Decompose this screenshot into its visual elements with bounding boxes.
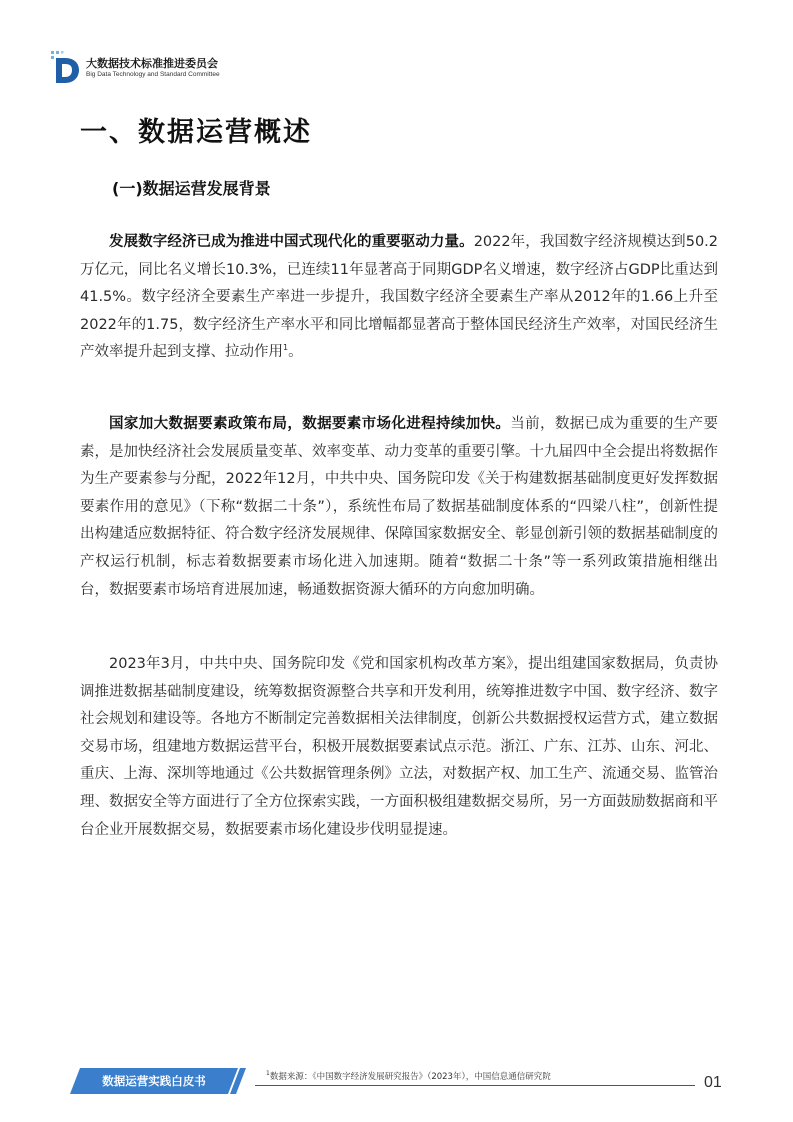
paragraph-body: 2022年，我国数字经济规模达到50.2万亿元，同比名义增长10.3%，已连续11年显著高于同期GDP名义增速，数字经济占GDP比重达到41.5%。数字经济全要素生产率进一步提升，我国数字经济全要素生产率从2012年的1.66上升至2022年的1.75，数字经济生产率水平和同比增幅都显著高于整体国民经济生产效率，对国民经济生产效率提升起到支撑、拉动作用: [80, 234, 719, 361]
footer-section-label: 数据运营实践白皮书: [102, 1074, 206, 1088]
footnote-marker: 1: [283, 343, 289, 353]
subsection-title: (一)数据运营发展背景: [112, 179, 271, 198]
organization-name-english: Big Data Technology and Standard Committee: [86, 71, 220, 78]
paragraph-body: 当前，数据已成为重要的生产要素，是加快经济社会发展质量变革、效率变革、动力变革的重要引擎。十九届四中全会提出将数据作为生产要素参与分配，2022年12月，中共中央、国务院印发《关于构建数据基础制度更好发挥数据要素作用的意见》（下称“数据二十条”），系统性布局了数据基础制度体系的“四梁八柱”，创新性提出构建适应数据特征、符合数字经济发展规律、保障国家数据安全、彰显创新引领的数据基础制度的产权运行机制，标志着数据要素市场化进入加速期。随着“数据二十条”等一系列政策措施相继出台，数据要素市场培育进展加速，畅通数据资源大循环的方向愈加明确。: [80, 416, 719, 598]
section-title: 一、数据运营概述: [80, 117, 312, 148]
paragraph-tail: 。: [288, 344, 303, 361]
footer-divider: [255, 1085, 695, 1086]
footnote-text: 数据来源：《中国数字经济发展研究报告》（2023年），中国信息通信研究院: [269, 1072, 551, 1082]
page-header: [50, 50, 310, 90]
paragraph: [80, 411, 718, 604]
paragraph-lead: 国家加大数据要素政策布局，数据要素市场化进程持续加快。: [109, 416, 511, 432]
data-d-logo-icon: [50, 50, 80, 84]
paragraph: [80, 229, 718, 367]
footer-section-tab: [70, 1068, 250, 1094]
footnote: [266, 1070, 551, 1082]
paragraph: [80, 651, 718, 844]
footnote-number: 1: [266, 1070, 270, 1078]
organization-name: 大数据技术标准推进委员会: [86, 57, 218, 70]
page-number: 01: [704, 1074, 722, 1091]
paragraph-lead: 发展数字经济已成为推进中国式现代化的重要驱动力量。: [109, 234, 474, 250]
paragraph-body: 2023年3月，中共中央、国务院印发《党和国家机构改革方案》，提出组建国家数据局，负责协调推进数据基础制度建设，统筹数据资源整合共享和开发利用，统筹推进数字中国、数字经济、数字社会规划和建设等。各地方不断制定完善数据相关法律制度，创新公共数据授权运营方式，建立数据交易市场，组建地方数据运营平台，积极开展数据要素试点示范。浙江、广东、江苏、山东、河北、重庆、上海、深圳等地通过《公共数据管理条例》立法，对数据产权、加工生产、流通交易、监管治理、数据安全等方面进行了全方位探索实践，一方面积极组建数据交易所，另一方面鼓励数据商和平台企业开展数据交易，数据要素市场化建设步伐明显提速。: [80, 656, 718, 838]
